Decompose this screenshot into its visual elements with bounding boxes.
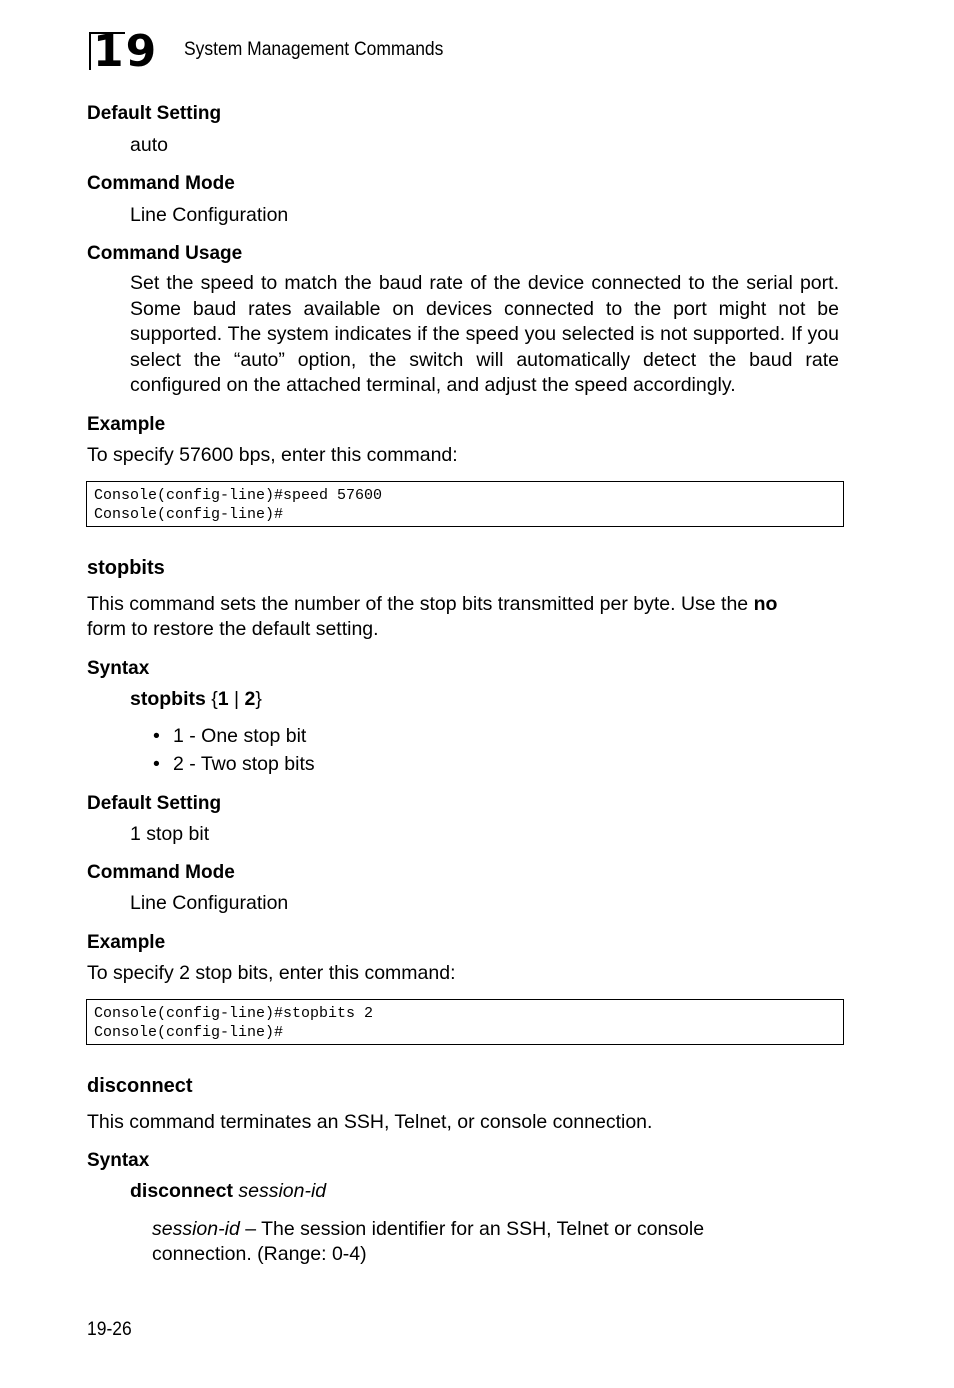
command-usage-text: Set the speed to match the baud rate of the device connected to the serial port. Some baud rates available on devices connected to the port might not be supported. The system indicates if the speed you selected is not supported. If you select the “auto” option, the switch will automatically detect the baud rate configured on the attached terminal, and adjust the speed accordingly. — [130, 272, 839, 396]
bullet-icon: • — [153, 725, 160, 747]
no-keyword: no — [753, 593, 778, 615]
bullet-icon: • — [153, 753, 160, 775]
default-setting-heading: Default Setting — [87, 793, 222, 814]
code-line: Console(config-line)# — [94, 1024, 284, 1041]
default-setting-heading: Default Setting — [87, 103, 222, 124]
syntax-close-brace: } — [255, 688, 262, 710]
default-setting-value: 1 stop bit — [130, 823, 210, 845]
stopbits-title: stopbits — [87, 557, 165, 579]
command-mode-heading: Command Mode — [87, 862, 235, 883]
example-intro: To specify 2 stop bits, enter this command: — [87, 962, 456, 984]
code-line: Console(config-line)# — [94, 506, 284, 523]
list-item — [153, 752, 315, 776]
command-usage-heading: Command Usage — [87, 243, 243, 264]
example-heading: Example — [87, 414, 166, 435]
page-number: 19-26 — [87, 1319, 132, 1340]
list-item — [153, 724, 306, 748]
code-block-speed — [86, 481, 844, 527]
code-line: Console(config-line)#stopbits 2 — [94, 1005, 374, 1022]
syntax-separator: | — [228, 688, 245, 710]
example-heading: Example — [87, 932, 166, 953]
command-mode-heading: Command Mode — [87, 173, 235, 194]
syntax-option-2: 2 — [244, 688, 256, 710]
default-setting-value: auto — [130, 134, 168, 156]
stopbits-description — [87, 592, 839, 642]
code-line: Console(config-line)#speed 57600 — [94, 487, 383, 504]
stopbits-description-text: This command sets the number of the stop bits transmitted per byte. Use the — [87, 593, 754, 615]
command-mode-value: Line Configuration — [130, 892, 289, 914]
code-block-stopbits — [86, 999, 844, 1045]
stopbits-syntax — [130, 687, 262, 711]
syntax-heading: Syntax — [87, 658, 150, 679]
parameter-text: – The session identifier for an SSH, Telnet or console — [239, 1218, 705, 1240]
syntax-parameter: session-id — [238, 1180, 327, 1202]
chapter-title: System Management Commands — [184, 39, 444, 60]
command-mode-value: Line Configuration — [130, 204, 289, 226]
syntax-command: stopbits — [130, 688, 206, 710]
parameter-description — [152, 1217, 762, 1267]
disconnect-description: This command terminates an SSH, Telnet, or console connection. — [87, 1111, 653, 1133]
syntax-option-1: 1 — [217, 688, 229, 710]
syntax-heading: Syntax — [87, 1150, 150, 1171]
syntax-open-brace: { — [205, 688, 218, 710]
parameter-name: session-id — [152, 1218, 240, 1240]
example-intro: To specify 57600 bps, enter this command: — [87, 444, 458, 466]
chapter-number: 19 — [93, 26, 159, 77]
parameter-text-line2: connection. (Range: 0-4) — [152, 1243, 367, 1265]
list-item-text: 1 - One stop bit — [173, 725, 307, 747]
list-item-text: 2 - Two stop bits — [173, 753, 315, 775]
disconnect-title: disconnect — [87, 1075, 193, 1097]
stopbits-description-line2: form to restore the default setting. — [87, 618, 379, 640]
syntax-command: disconnect — [130, 1180, 233, 1202]
disconnect-syntax — [130, 1179, 326, 1203]
